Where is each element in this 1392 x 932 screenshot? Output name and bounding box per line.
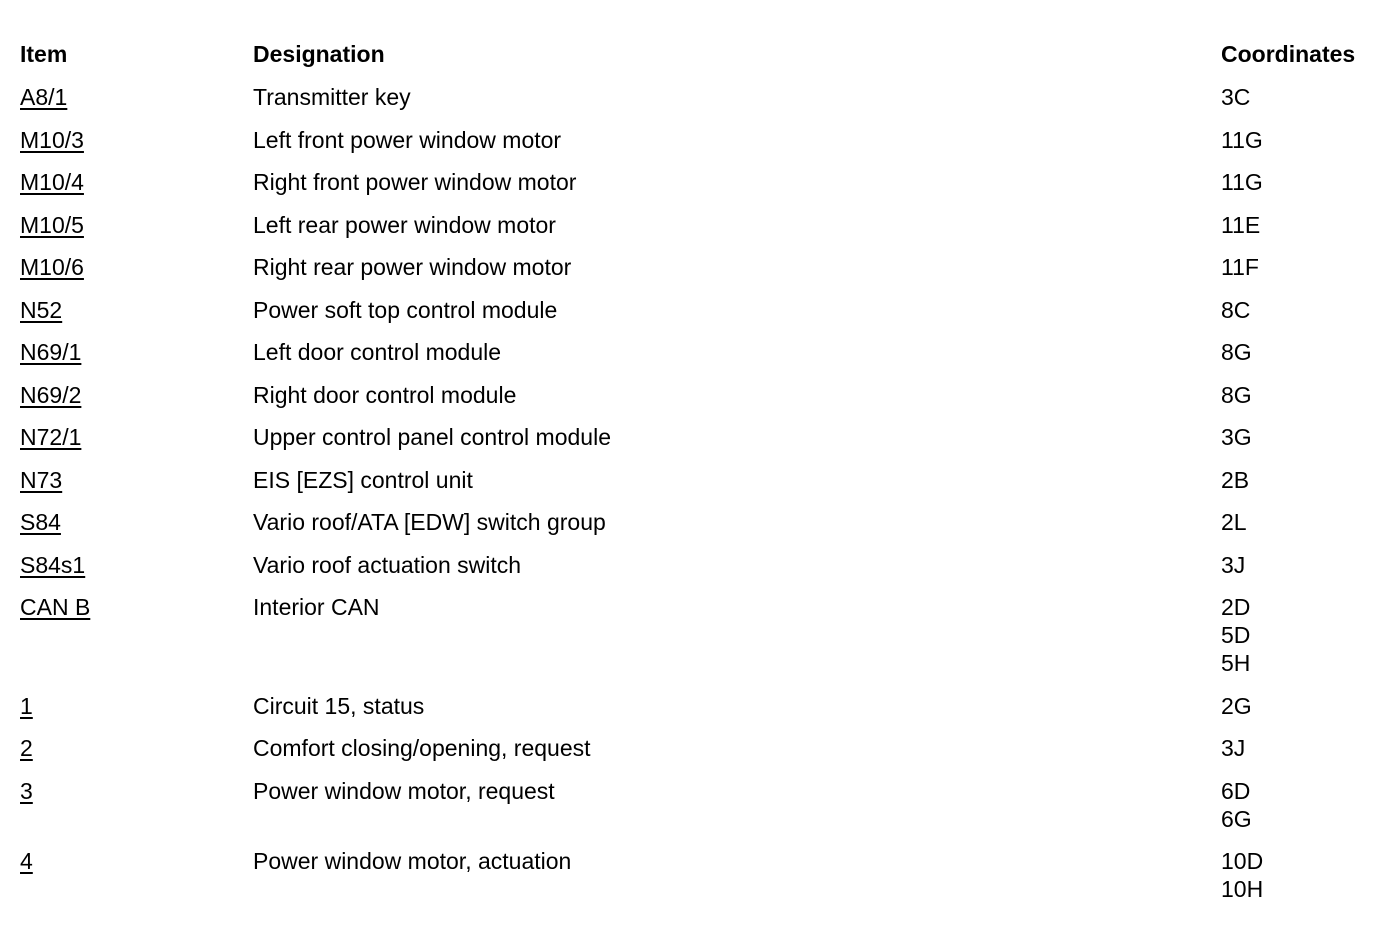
item-cell xyxy=(20,423,253,451)
designation-cell: Right door control module xyxy=(253,381,517,408)
coordinates-cell xyxy=(1221,83,1380,111)
coordinate-value: 6D xyxy=(1221,777,1251,804)
item-link[interactable]: 4 xyxy=(20,848,33,874)
designation-cell: Interior CAN xyxy=(253,594,380,620)
table-row xyxy=(20,253,1380,296)
table-row xyxy=(20,338,1380,381)
table-row xyxy=(20,126,1380,169)
designation-cell: Right front power window motor xyxy=(253,169,577,195)
item-cell xyxy=(20,83,253,111)
item-link[interactable]: 2 xyxy=(20,735,33,761)
coordinate-value: 3J xyxy=(1221,551,1246,578)
designation-cell: Comfort closing/opening, request xyxy=(253,735,591,761)
item-cell xyxy=(20,593,253,621)
item-cell xyxy=(20,777,253,805)
table-row xyxy=(20,211,1380,254)
designation-cell: Vario roof/ATA [EDW] switch group xyxy=(253,509,606,535)
coordinates-cell xyxy=(1221,423,1380,451)
coordinates-cell xyxy=(1221,381,1380,409)
coordinate-value: 5D xyxy=(1221,622,1251,648)
coordinate-value: 11G xyxy=(1221,126,1263,153)
table-row xyxy=(20,734,1380,777)
item-link[interactable]: A8/1 xyxy=(20,84,68,110)
coordinate-value: 5H xyxy=(1221,650,1251,676)
coordinate-value: 8G xyxy=(1221,381,1252,408)
designation-cell: Left door control module xyxy=(253,339,502,365)
coordinates-cell xyxy=(1221,168,1380,196)
table-row xyxy=(20,777,1380,848)
item-cell xyxy=(20,296,253,324)
table-row xyxy=(20,466,1380,509)
designation-cell: Left rear power window motor xyxy=(253,211,556,238)
table-row xyxy=(20,423,1380,466)
coordinates-cell xyxy=(1221,734,1380,762)
header-designation: Designation xyxy=(253,41,385,67)
table-row xyxy=(20,508,1380,551)
coordinate-value: 10H xyxy=(1221,876,1264,902)
coordinates-cell xyxy=(1221,777,1380,833)
item-cell xyxy=(20,847,253,875)
table-row xyxy=(20,593,1380,692)
item-link[interactable]: 1 xyxy=(20,692,33,719)
item-link[interactable]: S84s1 xyxy=(20,551,86,578)
coordinates-cell xyxy=(1221,692,1380,720)
table-row xyxy=(20,83,1380,126)
coordinate-value: 3C xyxy=(1221,84,1251,110)
item-cell xyxy=(20,168,253,196)
table-row xyxy=(20,692,1380,735)
item-link[interactable]: N52 xyxy=(20,296,63,323)
coordinate-value: 2L xyxy=(1221,509,1247,535)
designation-cell: Left front power window motor xyxy=(253,126,562,153)
coordinate-value: 11E xyxy=(1221,211,1261,238)
item-cell xyxy=(20,692,253,720)
designation-cell: EIS [EZS] control unit xyxy=(253,466,473,493)
item-link[interactable]: N69/1 xyxy=(20,339,82,365)
coordinates-cell xyxy=(1221,593,1380,677)
item-cell xyxy=(20,508,253,536)
designation-cell: Transmitter key xyxy=(253,84,411,110)
item-cell xyxy=(20,381,253,409)
coordinates-cell xyxy=(1221,338,1380,366)
item-link[interactable]: N69/2 xyxy=(20,381,82,408)
item-cell xyxy=(20,734,253,762)
designation-cell: Vario roof actuation switch xyxy=(253,551,522,578)
item-cell xyxy=(20,466,253,494)
designation-cell: Power soft top control module xyxy=(253,296,558,323)
item-cell xyxy=(20,211,253,239)
designation-cell: Power window motor, request xyxy=(253,777,555,804)
item-link[interactable]: 3 xyxy=(20,777,33,804)
item-link[interactable]: M10/6 xyxy=(20,254,84,280)
item-link[interactable]: S84 xyxy=(20,509,61,535)
designation-cell: Power window motor, actuation xyxy=(253,848,572,874)
designation-cell: Upper control panel control module xyxy=(253,424,611,450)
table-header-row xyxy=(20,40,1380,83)
coordinate-value: 3J xyxy=(1221,735,1246,761)
coordinate-value: 11G xyxy=(1221,169,1263,195)
coordinates-cell xyxy=(1221,296,1380,324)
item-link[interactable]: M10/4 xyxy=(20,169,84,195)
table-row xyxy=(20,381,1380,424)
coordinate-value: 2D xyxy=(1221,594,1251,620)
item-link[interactable]: M10/5 xyxy=(20,211,84,238)
header-item: Item xyxy=(20,41,68,67)
designation-cell: Circuit 15, status xyxy=(253,692,425,719)
coordinate-value: 2G xyxy=(1221,692,1252,719)
coordinates-cell xyxy=(1221,126,1380,154)
item-link[interactable]: CAN B xyxy=(20,594,91,620)
item-cell xyxy=(20,126,253,154)
table-row xyxy=(20,551,1380,594)
legend-table xyxy=(20,40,1380,918)
header-coordinates: Coordinates xyxy=(1221,41,1356,67)
coordinate-value: 11F xyxy=(1221,254,1259,280)
table-body xyxy=(20,83,1380,918)
item-link[interactable]: N73 xyxy=(20,466,63,493)
table-row xyxy=(20,168,1380,211)
designation-cell: Right rear power window motor xyxy=(253,254,572,280)
coordinate-value: 10D xyxy=(1221,848,1264,874)
coordinate-value: 8C xyxy=(1221,296,1251,323)
table-row xyxy=(20,296,1380,339)
coordinates-cell xyxy=(1221,253,1380,281)
coordinates-cell xyxy=(1221,211,1380,239)
item-cell xyxy=(20,338,253,366)
coordinate-value: 3G xyxy=(1221,424,1252,450)
coordinate-value: 2B xyxy=(1221,466,1250,493)
item-link[interactable]: M10/3 xyxy=(20,126,84,153)
item-cell xyxy=(20,551,253,579)
coordinates-cell xyxy=(1221,466,1380,494)
coordinates-cell xyxy=(1221,508,1380,536)
item-link[interactable]: N72/1 xyxy=(20,424,82,450)
coordinate-value: 8G xyxy=(1221,339,1252,365)
coordinates-cell xyxy=(1221,847,1380,903)
item-cell xyxy=(20,253,253,281)
table-row xyxy=(20,847,1380,918)
coordinates-cell xyxy=(1221,551,1380,579)
coordinate-value: 6G xyxy=(1221,805,1252,832)
